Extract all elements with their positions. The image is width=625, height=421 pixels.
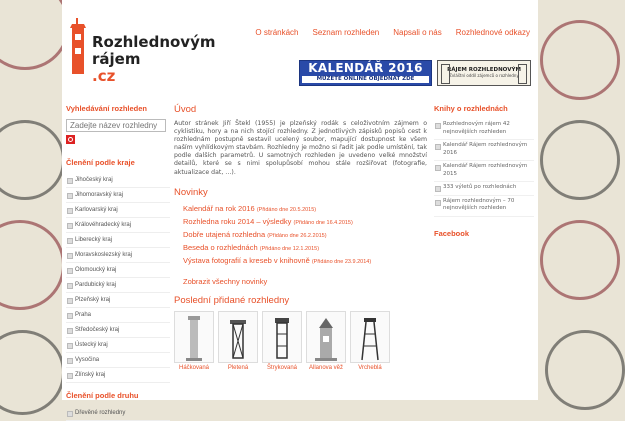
stamp-decoration [0,220,65,310]
region-item[interactable]: Jihomoravský kraj [66,188,170,203]
stamp-decoration [540,20,620,100]
tower-card[interactable] [262,311,302,371]
region-item[interactable]: Zlínský kraj [66,368,170,383]
tower-icon [270,314,294,362]
news-item[interactable] [174,216,427,229]
club-banner-sub: Zvláštní oddíl zájemců o rozhledny [449,73,519,78]
tower-card[interactable] [350,311,390,371]
region-item[interactable]: Olomoucký kraj [66,263,170,278]
tower-thumbnail[interactable] [262,311,302,363]
stamp-decoration [0,120,65,200]
nav-seznam-rozhleden[interactable]: Seznam rozhleden [312,28,380,37]
news-date: (Přidáno dne 20.5.2015) [256,206,317,213]
nav-napsali-o-nas[interactable]: Napsali o nás [393,28,442,37]
region-item[interactable]: Moravskoslezský kraj [66,248,170,263]
tower-icon [441,64,450,84]
book-list [434,119,534,217]
nav-o-strankach[interactable]: O stránkách [255,28,299,37]
site-logo[interactable] [68,18,216,85]
region-item[interactable]: Karlovarský kraj [66,203,170,218]
tower-thumbnail[interactable] [218,311,258,363]
tower-name[interactable]: Štrykovaná [266,365,297,372]
tower-icon [226,314,250,362]
tower-icon [358,314,382,362]
tower-thumbnail[interactable] [306,311,346,363]
stamp-decoration [540,220,620,300]
book-item[interactable]: Rájem rozhlednovým – 70 nejnovějších rozhleden [434,196,534,217]
tower-card[interactable] [218,311,258,371]
region-list [66,173,170,383]
calendar-banner[interactable] [299,60,432,86]
tower-icon [518,64,527,84]
tower-card[interactable] [306,311,346,371]
news-title[interactable]: Dobře utajená rozhledna [183,229,266,239]
region-item[interactable]: Pardubický kraj [66,278,170,293]
book-item[interactable]: 333 výletů po rozhlednách [434,182,534,196]
stamp-decoration [545,330,625,410]
all-news-link[interactable]: Zobrazit všechny novinky [183,277,268,287]
towers-heading: Poslední přidané rozhledny [174,295,290,307]
calendar-banner-sub: MŮŽETE ONLINE OBJEDNAT ZDE [302,76,429,83]
logo-line-2: rájem [92,50,141,68]
search-button[interactable] [66,135,75,144]
news-item[interactable] [174,255,427,268]
tower-logo-icon [68,18,88,74]
tower-thumbnail[interactable] [174,311,214,363]
nav-rozhlednove-odkazy[interactable]: Rozhlednové odkazy [455,28,530,37]
left-sidebar [66,104,170,421]
region-item[interactable]: Středočeský kraj [66,323,170,338]
type-item[interactable]: Dřevěné rozhledny [66,406,170,421]
region-item[interactable]: Vysočina [66,353,170,368]
logo-line-1: Rozhlednovým [92,33,216,51]
news-item[interactable] [174,203,427,216]
right-sidebar [434,104,534,244]
region-item[interactable]: Plzeňský kraj [66,293,170,308]
news-title[interactable]: Beseda o rozhlednách [183,242,258,252]
facebook-heading: Facebook [434,228,470,238]
region-heading: Členění podle kraje [66,158,135,167]
type-list [66,406,170,421]
region-item[interactable]: Praha [66,308,170,323]
stamp-decoration [540,120,620,200]
tower-gallery [174,311,427,371]
news-item[interactable] [174,229,427,242]
region-item[interactable]: Královéhradecký kraj [66,218,170,233]
news-title[interactable]: Rozhledna roku 2014 – výsledky [183,216,292,226]
book-item[interactable]: Kalendář Rájem rozhlednovým 2015 [434,161,534,182]
tower-name[interactable]: Vrcheblá [358,365,382,372]
news-date: (Přidáno dne 26.2.2015) [267,232,327,239]
stamp-decoration [0,330,65,415]
tower-name[interactable]: Allanova věž [308,365,344,372]
stamp-decoration [0,0,70,70]
books-heading: Knihy o rozhlednách [434,104,508,113]
tower-thumbnail[interactable] [350,311,390,363]
logo-tld: .cz [92,67,116,85]
news-item[interactable] [174,242,427,255]
news-title[interactable]: Kalendář na rok 2016 [183,203,255,213]
search-input[interactable] [66,119,166,132]
book-item[interactable]: Kalendář Rájem rozhlednovým 2016 [434,140,534,161]
region-item[interactable]: Ústecký kraj [66,338,170,353]
tower-name[interactable]: Háčkovaná [178,365,210,372]
page-container [62,0,538,416]
header [62,0,538,100]
intro-heading: Úvod [174,104,197,115]
club-banner[interactable] [437,60,531,86]
tower-icon [311,314,341,362]
tower-card[interactable] [174,311,214,371]
region-item[interactable]: Jihočeský kraj [66,173,170,188]
news-list [174,203,427,268]
news-title[interactable]: Výstava fotografií a kreseb v knihovně [183,256,310,266]
tower-name[interactable]: Pletená [227,365,249,372]
club-banner-title: RÁJEM ROZHLEDNOVÝM [447,67,521,73]
news-heading: Novinky [174,186,208,198]
main-nav [255,28,530,37]
tower-icon [184,314,204,362]
calendar-banner-title: KALENDÁŘ 2016 [308,61,423,75]
main-content [174,104,427,371]
search-heading: Vyhledávání rozhleden [66,104,147,113]
region-item[interactable]: Liberecký kraj [66,233,170,248]
book-item[interactable]: Rozhlednovým rájem 42 nejnovějších rozhleden [434,119,534,140]
news-date: (Přidáno dne 16.4.2015) [293,219,353,226]
intro-text: Autor stránek Jiří Štekl (1955) je plzeňský rodák s celoživotním zájmem o cyklistiku, hory a na nich stojící rozhledny. Z jednotlivých zápisků popisů cest k rozhlednám postupně sestavil ucelený soubor, mapující dostupnost ke všem naším vyhlídkovým stavbám. Rozhledny je možno si řadit jak podle umístění, tak podle dalších parametrů. U samotných rozhleden je uvedeno velké množství detailů, které se s nimi spolupůsobí mohou stále rozšiřovat (fotografie, aktualizace dat, …). [174,120,427,176]
type-heading: Členění podle druhu [66,391,139,400]
news-date: (Přidáno dne 23.9.2014) [311,259,372,266]
news-date: (Přidáno dne 12.1.2015) [259,245,320,252]
